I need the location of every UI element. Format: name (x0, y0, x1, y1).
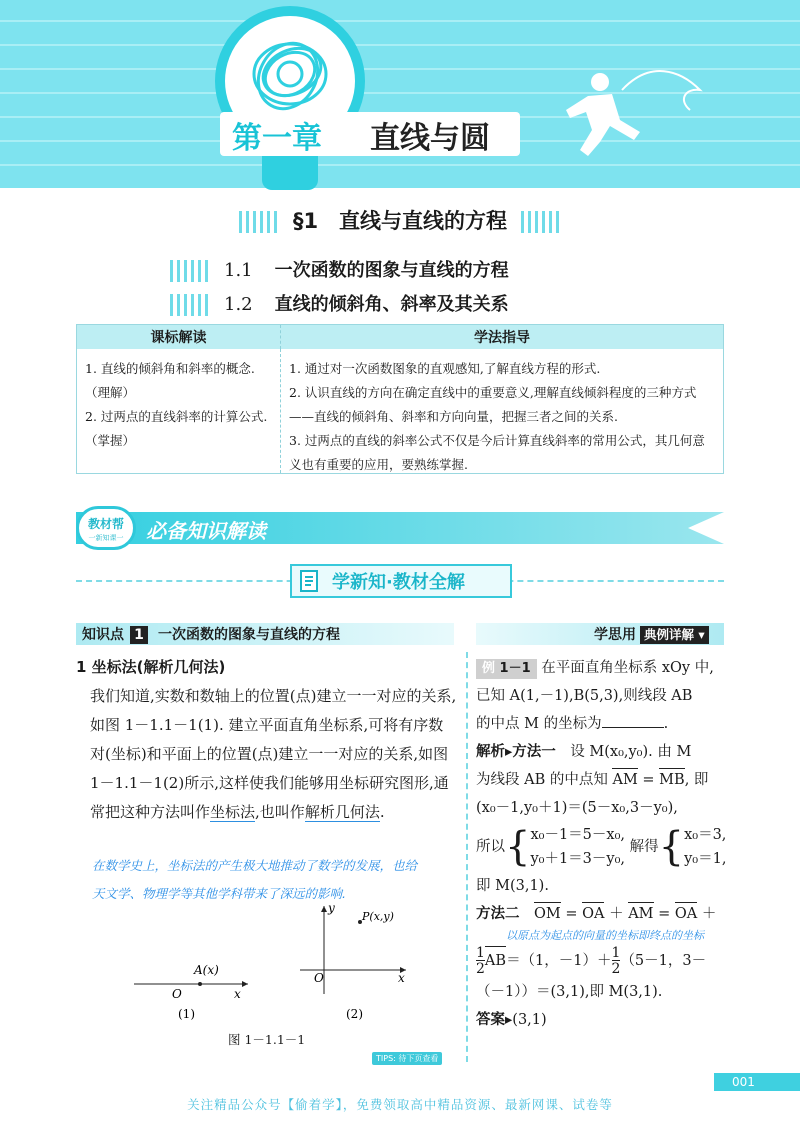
vector-OA: OA (675, 900, 697, 928)
origin-label: O (172, 987, 182, 1001)
question-text: . (663, 716, 669, 732)
figure-sub-label: (2) (346, 1007, 363, 1021)
knowledge-point-title: 一次函数的图象与直线的方程 (158, 627, 340, 643)
coordinate-figure (124, 900, 424, 1026)
solution-text: (x₀－1,y₀＋1)＝(5－x₀,3－y₀), (476, 800, 678, 816)
section-title-text: §1 直线与直线的方程 (292, 209, 508, 233)
list-item: 1. 直线的倾斜角和斜率的概念.（理解） (85, 361, 255, 400)
knowledge-point-heading (82, 624, 340, 644)
notebook-icon (298, 569, 320, 593)
origin-label: O (314, 971, 324, 985)
term-analytic-geometry: 解析几何法 (304, 803, 380, 821)
curriculum-list (77, 349, 281, 473)
badge-sublabel: 一新知课一 (88, 534, 124, 542)
example-tag (476, 659, 537, 679)
decor-bars (521, 211, 561, 233)
solution-label: 解析▸方法一 (476, 744, 556, 760)
vector-MB: MB (659, 766, 685, 794)
figure-sub-label: (1) (178, 1007, 195, 1021)
subsection-2 (170, 290, 770, 316)
knowledge-point-label: 知识点 (82, 627, 124, 643)
solution-text: ＝（1，－1）＋ (506, 953, 612, 969)
badge-label: 教材帮 (87, 517, 124, 531)
answer-label: 答案▸ (476, 1012, 513, 1028)
subsection-1 (170, 256, 770, 282)
term-coordinate-method: 坐标法 (210, 803, 256, 821)
solution-text: （－1））＝(3,1),即 M(3,1). (476, 984, 663, 1000)
chapter-number: 第一章 (232, 121, 322, 156)
example-tag-label: 例 (482, 661, 496, 676)
scribble-icon (248, 32, 332, 116)
method-two-label: 方法二 (476, 906, 520, 922)
equation: y₀＝1, (684, 851, 727, 867)
solution-text: 设 M(x₀,y₀). 由 M (570, 744, 692, 760)
solution-text: 所以 (476, 839, 505, 855)
question-text: 的中点 M 的坐标为 (476, 716, 602, 732)
solution-text: ＋ (697, 906, 717, 922)
figure-caption: 图 1－1.1－1 (228, 1032, 306, 1047)
topic-paragraph (90, 682, 458, 827)
answer-blank (602, 727, 664, 728)
study-use-heading (594, 624, 709, 644)
example-detail-button[interactable]: 典例详解 ▾ (640, 626, 709, 644)
fraction-numerator: 1 (611, 945, 621, 961)
running-figure-icon (560, 60, 710, 170)
solution (476, 738, 738, 1034)
equation: x₀＝3, (684, 827, 727, 843)
solution-text: ＋ (604, 906, 629, 922)
list-item: 2. 认识直线的方向在确定直线中的重要意义,理解直线倾斜程度的三种方式——直线的倾斜角、斜率和方向向量，把握三者之间的关系. (289, 385, 697, 424)
handwritten-note: 天文学、物理学等其他学科带来了深远的影响. (92, 886, 346, 901)
method-list (281, 349, 723, 473)
vector-AM: AM (612, 766, 637, 794)
vector-AM: AM (628, 900, 653, 928)
list-item: 2. 过两点的直线斜率的计算公式.（掌握） (85, 409, 268, 448)
decor-bars (170, 260, 210, 282)
study-use-label: 学思用 (594, 627, 636, 643)
guide-table-body (77, 349, 723, 473)
y-axis-label: y (328, 901, 335, 915)
brace-symbol: { (505, 824, 531, 870)
vector-AB: AB (485, 944, 506, 978)
footer-watermark-text: 关注精品公众号【偷着学】，免费领取高中精品资源、最新网课、试卷等 (187, 1097, 613, 1112)
guide-table-header (77, 325, 723, 349)
question-text: 在平面直角坐标系 xOy 中, (541, 660, 714, 676)
subsection-2-title: 直线的倾斜角、斜率及其关系 (274, 294, 509, 315)
equation-system (684, 823, 726, 871)
table-header-method: 学法指导 (474, 330, 530, 346)
decor-bars (170, 294, 210, 316)
list-item: 3. 过两点的直线的斜率公式不仅是今后计算直线斜率的常用公式，其几何意义也有重要的应用，要熟练掌握. (289, 433, 705, 472)
handwritten-note: 在数学史上，坐标法的产生极大地推动了数学的发展，也给 (92, 858, 418, 873)
column-divider (466, 652, 468, 1062)
banner-notch (688, 512, 724, 544)
solution-text: 为线段 AB 的中点知 (476, 772, 613, 788)
solution-text: （5－1，3－ (620, 953, 707, 969)
tips-tag: TIPS: 待下页查看 (372, 1052, 442, 1065)
paragraph-text: ,也叫作 (255, 803, 305, 821)
x-axis-label: x (398, 971, 405, 985)
example-number: 1－1 (499, 661, 531, 676)
question-text: 已知 A(1,－1),B(5,3),则线段 AB (476, 688, 693, 704)
guide-table (76, 324, 724, 474)
solution-text: , 即 (684, 772, 709, 788)
textbook-badge (76, 506, 136, 550)
fraction-denominator: 2 (476, 961, 485, 977)
banner-title: 必备知识解读 (146, 519, 266, 543)
equation: x₀－1＝5－x₀, (530, 827, 625, 843)
handwritten-note: 以原点为起点的向量的坐标即终点的坐标 (506, 929, 704, 942)
answer-value: (3,1) (512, 1012, 547, 1028)
fraction-numerator: 1 (476, 945, 485, 961)
solution-text: 即 M(3,1). (476, 878, 549, 894)
paragraph-text: 我们知道,实数和数轴上的位置(点)建立一一对应的关系,如图 1－1.1－1(1). 建立平面直角坐标系,可将有序数对(坐标)和平面上的位置(点)建立一一对应的关系,如图 1－1.1－1(2)所示,这样使我们能够用坐标研究图形,通常把这种方法叫作 (90, 687, 457, 821)
knowledge-point-number: 1 (130, 626, 148, 644)
page-number: 001 (714, 1073, 800, 1091)
fraction-half (476, 945, 485, 977)
decor-bars (239, 211, 279, 233)
example-question (476, 654, 738, 738)
equation: y₀＋1＝3－y₀, (530, 851, 626, 867)
solution-text: = (560, 906, 583, 922)
equation-system (530, 823, 625, 871)
topic-heading: 1 坐标法(解析几何法) (76, 658, 226, 676)
study-box-title: 学新知·教材全解 (332, 572, 465, 593)
solution-text: = (653, 906, 675, 922)
fraction-denominator: 2 (611, 961, 621, 977)
point-A-label: A(x) (194, 963, 219, 977)
subsection-1-title: 一次函数的图象与直线的方程 (274, 260, 509, 281)
paragraph-text: . (379, 803, 385, 821)
section-title (0, 205, 800, 235)
vector-OA: OA (582, 900, 604, 928)
x-axis-label: x (234, 987, 241, 1001)
table-header-curriculum: 课标解读 (77, 325, 281, 349)
solution-text: 解得 (629, 839, 659, 855)
list-item: 1. 通过对一次函数图象的直观感知,了解直线方程的形式. (289, 361, 601, 376)
subsection-2-number: 1.2 (224, 294, 253, 315)
point-P-label: P(x,y) (362, 910, 394, 923)
chapter-title: 直线与圆 (370, 121, 490, 156)
vector-OM: OM (534, 900, 561, 928)
subsection-1-number: 1.1 (224, 260, 253, 281)
solution-text: = (637, 772, 660, 788)
brace-symbol: { (658, 824, 685, 870)
